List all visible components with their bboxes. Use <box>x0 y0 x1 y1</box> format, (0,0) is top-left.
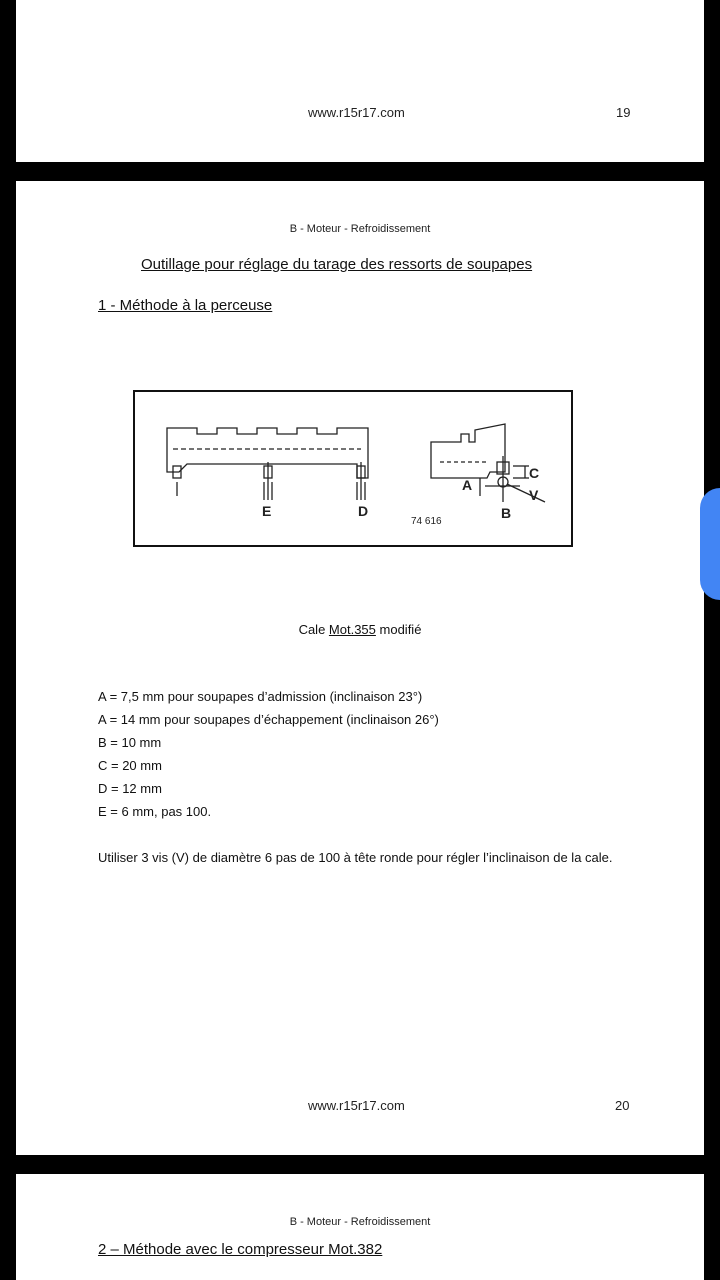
page-number: 19 <box>616 105 631 120</box>
page-title: Outillage pour réglage du tarage des ressorts de soupapes <box>141 256 533 273</box>
instruction-paragraph: Utiliser 3 vis (V) de diamètre 6 pas de 100 à tête ronde pour régler l’inclinaison de la cale. <box>98 850 613 865</box>
document-page-21 <box>16 1174 704 1280</box>
page-header: B - Moteur - Refroidissement <box>289 1216 431 1228</box>
document-page-20 <box>16 181 704 1155</box>
caption-suffix: modifié <box>375 622 422 637</box>
label-a: A <box>462 477 473 493</box>
spec-item: D = 12 mm <box>98 781 162 796</box>
spec-item: A = 14 mm pour soupapes d’échappement (inclinaison 26°) <box>98 712 439 727</box>
caption-link[interactable]: Mot.355 <box>328 622 376 637</box>
scroll-handle[interactable] <box>700 488 720 600</box>
spec-item: C = 20 mm <box>98 758 162 773</box>
figure-reference: 74 616 <box>411 516 442 527</box>
document-page-19 <box>16 0 704 162</box>
footer-url: www.r15r17.com <box>308 105 405 120</box>
caption-prefix: Cale <box>298 622 329 637</box>
footer-url: www.r15r17.com <box>308 1098 405 1113</box>
section-heading: 1 - Méthode à la perceuse <box>98 297 273 314</box>
label-e: E <box>262 503 272 519</box>
label-v: V <box>529 487 539 503</box>
spec-item: B = 10 mm <box>98 735 162 750</box>
spec-item: E = 6 mm, pas 100. <box>98 804 212 819</box>
section-heading: 2 – Méthode avec le compresseur Mot.382 <box>98 1241 383 1258</box>
label-b: B <box>501 505 512 521</box>
label-d: D <box>358 503 369 519</box>
spec-list <box>98 685 439 823</box>
page-number: 20 <box>615 1098 630 1113</box>
figure-caption <box>16 622 704 637</box>
drawing-svg <box>135 392 571 545</box>
page-header: B - Moteur - Refroidissement <box>289 223 431 235</box>
technical-drawing <box>133 390 573 547</box>
label-c: C <box>529 465 540 481</box>
spec-item: A = 7,5 mm pour soupapes d’admission (inclinaison 23°) <box>98 689 423 704</box>
